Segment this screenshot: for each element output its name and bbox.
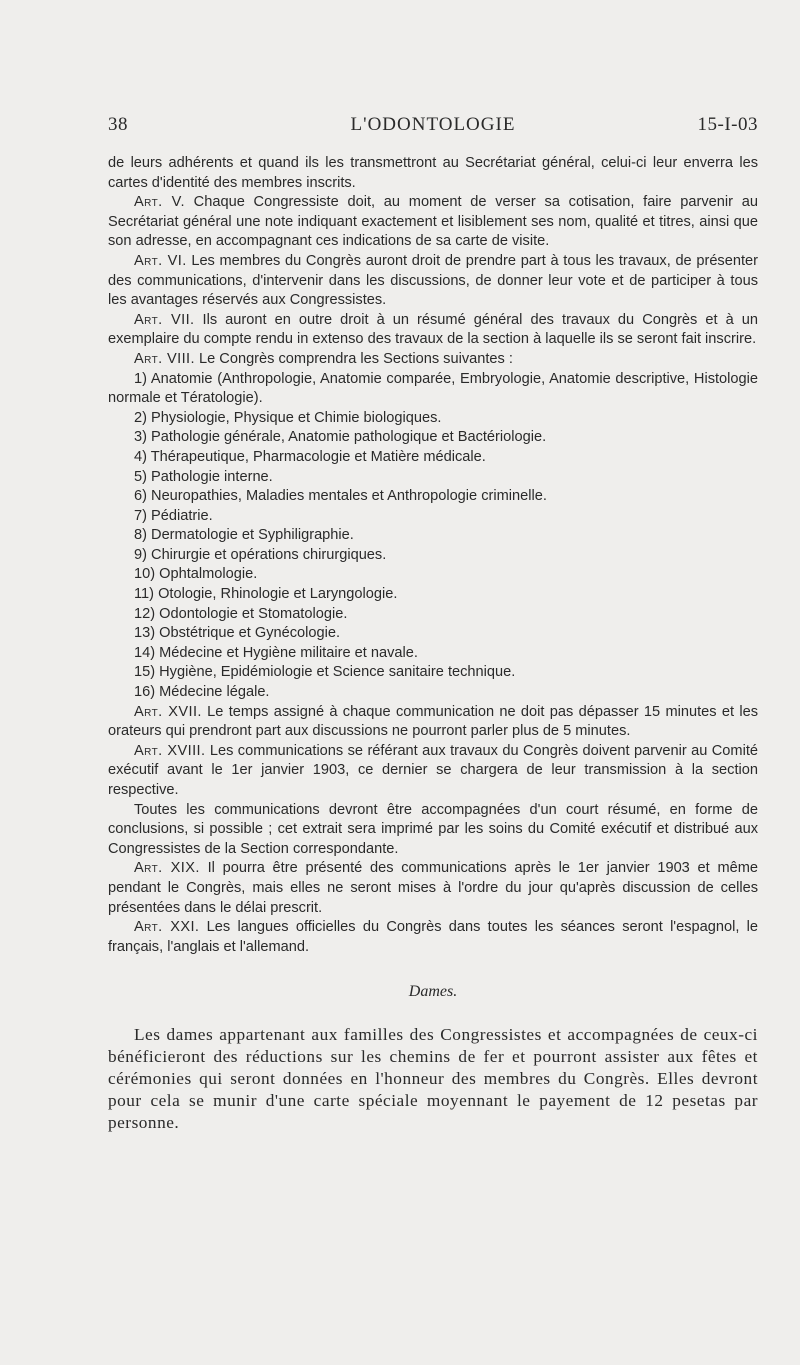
paragraph: Toutes les communications devront être accompagnées d'un court résumé, en forme de conclusions, si possible ; cet extrait sera imprimé par les soins du Comité exécutif et distribué aux Congressistes de la Section correspondante. [108,801,758,857]
section-item: 16) Médecine légale. [134,684,270,701]
running-header [108,114,758,144]
article-7: Art. VII. Ils auront en outre droit à un résumé général des travaux du Congrès et à un exemplaire du compte rendu in extenso des travaux de la section à laquelle ils se seront fait inscrire. [108,311,758,348]
section-item: 14) Médecine et Hygiène militaire et navale. [134,644,418,661]
article-17: Art. XVII. Le temps assigné à chaque communication ne doit pas dépasser 15 minutes et les orateurs qui prendront part aux discussions ne pourront parler plus de 5 minutes. [108,703,758,740]
sections-list [108,370,758,703]
article-19: Art. XIX. Il pourra être présenté des communications après le 1er janvier 1903 et même pendant le Congrès, mais elles ne seront mises à l'ordre du jour qu'après discussion de celles présentées dans le délai prescrit. [108,860,759,916]
section-item: 15) Hygiène, Epidémiologie et Science sanitaire technique. [134,664,516,681]
article-5: Art. V. Chaque Congressiste doit, au moment de verser sa cotisation, faire parvenir au Secrétariat général une note indiquant exactement et lisiblement ses nom, qualité et titres, ainsi que son adresse, en accompagnant ces indications de sa carte de visite. [108,194,758,250]
article-21: Art. XXI. Les langues officielles du Congrès dans toutes les séances seront l'espagnol, le français, l'anglais et l'allemand. [108,919,759,955]
section-item: 8) Dermatologie et Syphiligraphie. [134,527,354,544]
issue-date: 15-I-03 [697,114,758,135]
section-item: 7) Pédiatrie. [134,507,213,524]
article-18: Art. XVIII. Les communications se référant aux travaux du Congrès doivent parvenir au Comité exécutif avant le 1er janvier 1903, ce dernier se chargera de leur transmission à la section respective. [108,742,758,798]
section-item: 2) Physiologie, Physique et Chimie biologiques. [134,409,442,426]
body-text [108,154,758,1134]
subheading-dames: Dames. [408,983,458,1001]
section-item: 12) Odontologie et Stomatologie. [134,605,348,622]
article-6: Art. VI. Les membres du Congrès auront droit de prendre part à tous les travaux, de présenter des communications, d'intervenir dans les discussions, de donner leur vote et de participer à tous les avantages réservés aux Congressistes. [108,252,758,309]
section-item: 1) Anatomie (Anthropologie, Anatomie comparée, Embryologie, Anatomie descriptive, Histologie normale et Tératologie). [108,370,758,407]
section-item: 10) Ophtalmologie. [134,566,258,583]
dames-paragraph: Les dames appartenant aux familles des Congressistes et accompagnées de ceux-ci bénéficieront des réductions sur les chemins de fer et pourront assister aux fêtes et cérémonies qui seront données en l'honneur des membres du Congrès. Elles devront pour cela se munir d'une carte spéciale moyennant le payement de 12 pesetas par personne. [108,1024,758,1132]
paragraph: de leurs adhérents et quand ils les transmettront au Secrétariat général, celui-ci leur enverra les cartes d'identité des membres inscrits. [108,155,758,191]
journal-title: L'ODONTOLOGIE [350,114,516,135]
section-item: 4) Thérapeutique, Pharmacologie et Matière médicale. [134,448,486,465]
section-item: 11) Otologie, Rhinologie et Laryngologie. [134,586,398,603]
section-item: 9) Chirurgie et opérations chirurgiques. [134,546,387,563]
section-item: 3) Pathologie générale, Anatomie pathologique et Bactériologie. [134,429,547,446]
article-8: Art. VIII. Le Congrès comprendra les Sections suivantes : [134,350,513,367]
page-number: 38 [108,114,128,135]
section-item: 13) Obstétrique et Gynécologie. [134,625,341,642]
section-item: 6) Neuropathies, Maladies mentales et Anthropologie criminelle. [134,488,547,505]
section-item: 5) Pathologie interne. [134,468,273,485]
